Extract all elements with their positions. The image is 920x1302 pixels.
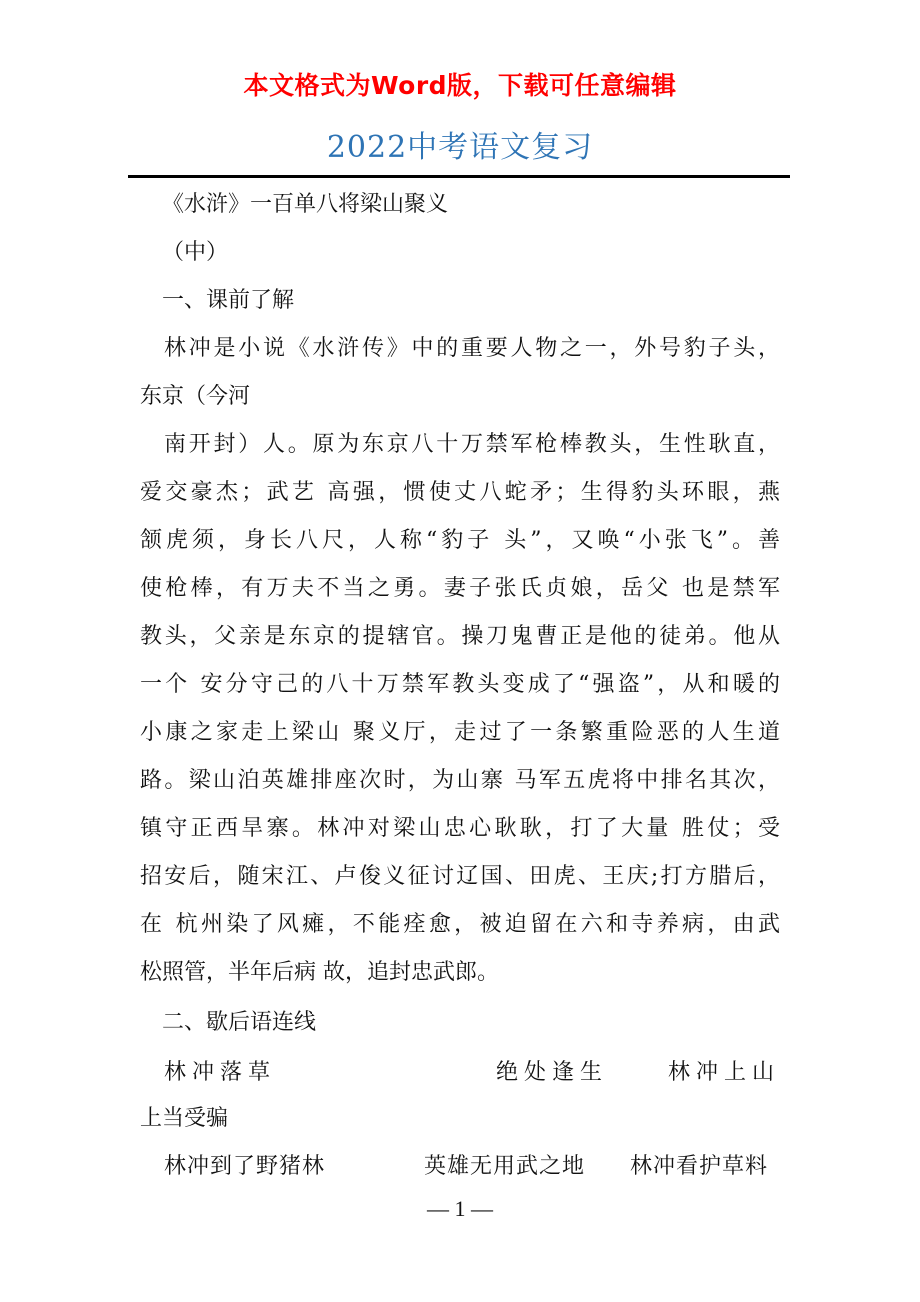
word-format-banner: 本文格式为Word版，下载可任意编辑 xyxy=(243,71,677,100)
page-number: — 1 — xyxy=(427,1196,493,1221)
paragraph-line: 爱交豪杰；武艺 高强，惯使丈八蛇矛；生得豹头环眼，燕 xyxy=(140,480,780,505)
paragraph-line: 林冲是小说《水浒传》中的重要人物之一，外号豹子头， xyxy=(164,336,780,361)
xiehouyu-right-2: 林冲看护草料 xyxy=(630,1154,769,1179)
header-rule xyxy=(128,175,790,178)
paragraph-line: 镇守正西旱寨。林冲对梁山忠心耿耿，打了大量 胜仗；受 xyxy=(140,816,780,841)
xiehouyu-left-1: 林冲落草 xyxy=(164,1060,277,1085)
paragraph-line: 招安后，随宋江、卢俊义征讨辽国、田虎、王庆;打方腊后， xyxy=(140,864,780,889)
xiehouyu-middle-2: 英雄无用武之地 xyxy=(424,1154,586,1179)
xiehouyu-left-2: 林冲到了野猪林 xyxy=(164,1154,326,1179)
paragraph-line: 南开封）人。原为东京八十万禁军枪棒教头，生性耿直， xyxy=(164,432,780,457)
xiehouyu-right-1-wrap: 上当受骗 xyxy=(140,1106,229,1131)
paragraph-line: 一个 安分守己的八十万禁军教头变成了“强盗”，从和暖的 xyxy=(140,672,780,697)
section-heading-1: 一、课前了解 xyxy=(162,288,295,313)
paragraph-line: 教头，父亲是东京的提辖官。操刀鬼曹正是他的徒弟。他从 xyxy=(140,624,780,649)
paragraph-line: 小康之家走上梁山 聚义厅，走过了一条繁重险恶的人生道 xyxy=(140,720,780,745)
xiehouyu-middle-1: 绝处逢生 xyxy=(496,1060,609,1085)
xiehouyu-right-1: 林冲上山 xyxy=(668,1060,781,1085)
article-heading: 《水浒》一百单八将梁山聚义 xyxy=(162,192,449,217)
paragraph-line: 松照管，半年后病 故，追封忠武郎。 xyxy=(140,960,499,985)
article-subheading: （中） xyxy=(162,240,229,265)
paragraph-line: 使枪棒，有万夫不当之勇。妻子张氏贞娘，岳父 也是禁军 xyxy=(140,576,780,601)
section-heading-2: 二、歇后语连线 xyxy=(162,1010,317,1035)
paragraph-line: 颔虎须，身长八尺，人称“豹子 头”，又唤“小张飞”。善 xyxy=(140,528,780,553)
paragraph-line: 在 杭州染了风瘫，不能痊愈，被迫留在六和寺养病，由武 xyxy=(140,912,780,937)
paragraph-line: 路。梁山泊英雄排座次时，为山寨 马军五虎将中排名其次， xyxy=(140,768,780,793)
document-title: 2022中考语文复习 xyxy=(326,130,594,165)
paragraph-line: 东京（今河 xyxy=(140,384,251,409)
